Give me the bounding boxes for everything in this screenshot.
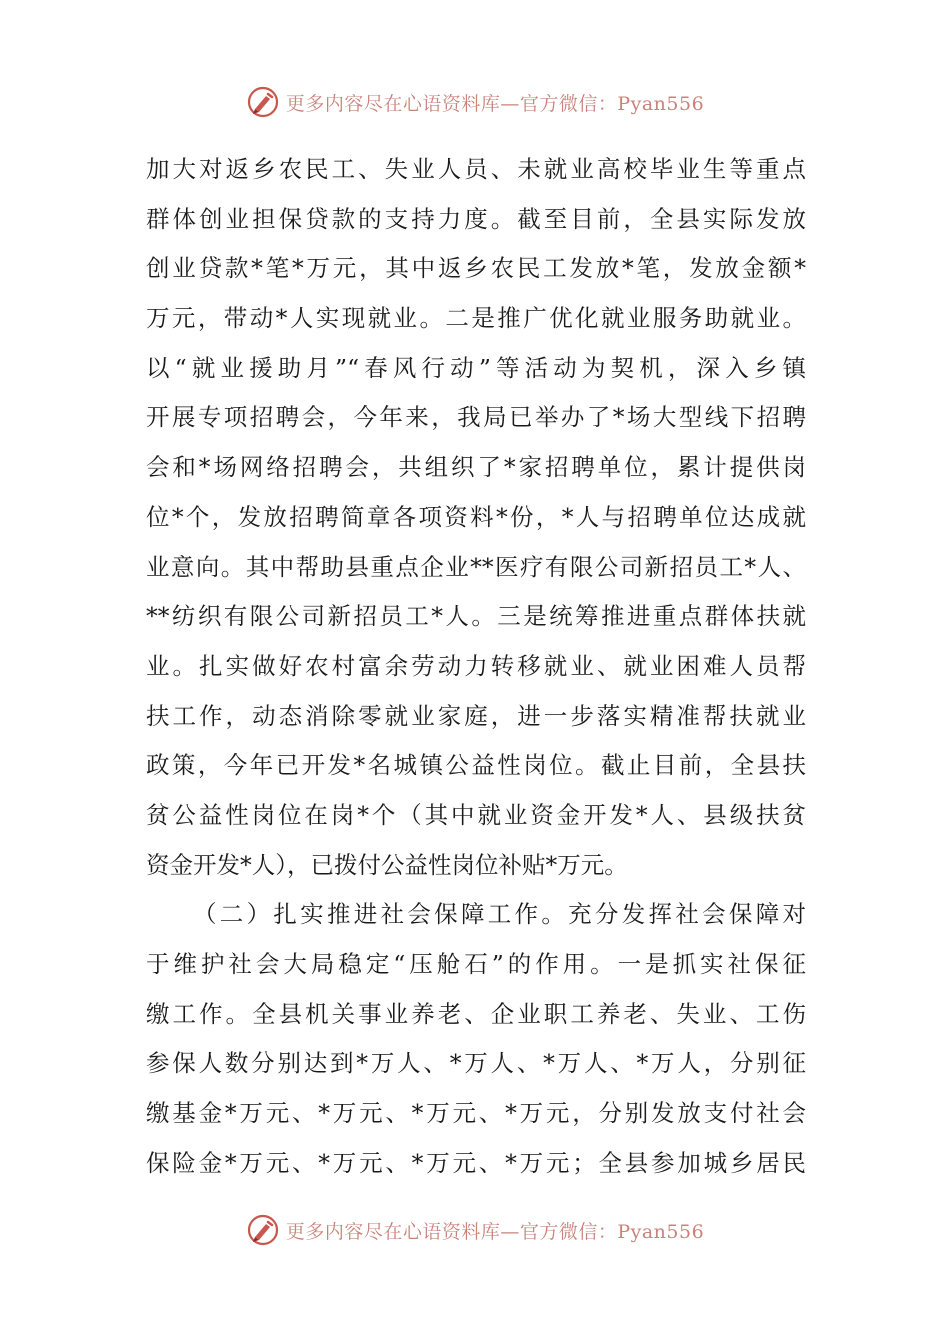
footer-banner-text: 更多内容尽在心语资料库—官方微信：Pyan556 — [285, 1220, 705, 1243]
header-banner-text: 更多内容尽在心语资料库—官方微信：Pyan556 — [285, 92, 705, 115]
body-line: 会和*场网络招聘会，共组织了*家招聘单位，累计提供岗 — [146, 453, 806, 482]
section-heading-line: （二）扎实推进社会保障工作。充分发挥社会保障对 — [193, 900, 806, 929]
body-line: 扶工作，动态消除零就业家庭，进一步落实精准帮扶就业 — [146, 701, 806, 730]
body-line: 创业贷款*笔*万元，其中返乡农民工发放*笔，发放金额* — [146, 254, 806, 283]
body-line: 贫公益性岗位在岗*个（其中就业资金开发*人、县级扶贫 — [146, 800, 806, 829]
pen-logo-icon — [246, 85, 280, 119]
body-line: 缴工作。全县机关事业养老、企业职工养老、失业、工伤 — [146, 999, 806, 1028]
body-line: 业意向。其中帮助县重点企业**医疗有限公司新招员工*人、 — [146, 552, 806, 581]
body-line: 保险金*万元、*万元、*万元、*万元；全县参加城乡居民 — [146, 1148, 806, 1177]
body-line: 万元，带动*人实现就业。二是推广优化就业服务助就业。 — [146, 304, 806, 333]
pen-logo-icon — [246, 1213, 280, 1247]
body-line: 缴基金*万元、*万元、*万元、*万元，分别发放支付社会 — [146, 1099, 806, 1128]
body-line-paragraph-end: 资金开发*人），已拨付公益性岗位补贴*万元。 — [146, 850, 628, 879]
body-line: 开展专项招聘会，今年来，我局已举办了*场大型线下招聘 — [146, 403, 806, 432]
body-line: 以“就业援助月”“春风行动”等活动为契机，深入乡镇 — [146, 353, 806, 382]
body-line: 参保人数分别达到*万人、*万人、*万人、*万人，分别征 — [146, 1049, 806, 1078]
body-line: 位*个，发放招聘简章各项资料*份，*人与招聘单位达成就 — [146, 502, 806, 531]
footer-banner — [0, 1210, 950, 1250]
body-line: 业。扎实做好农村富余劳动力转移就业、就业困难人员帮 — [146, 651, 806, 680]
body-line: 政策，今年已开发*名城镇公益性岗位。截止目前，全县扶 — [146, 751, 806, 780]
document-body — [146, 145, 806, 1188]
body-line: **纺织有限公司新招员工*人。三是统筹推进重点群体扶就 — [146, 602, 806, 631]
body-line: 群体创业担保贷款的支持力度。截至目前，全县实际发放 — [146, 204, 806, 233]
header-banner — [0, 82, 950, 122]
body-line: 加大对返乡农民工、失业人员、未就业高校毕业生等重点 — [146, 155, 806, 183]
body-line: 于维护社会大局稳定“压舱石”的作用。一是抓实社保征 — [146, 950, 806, 978]
